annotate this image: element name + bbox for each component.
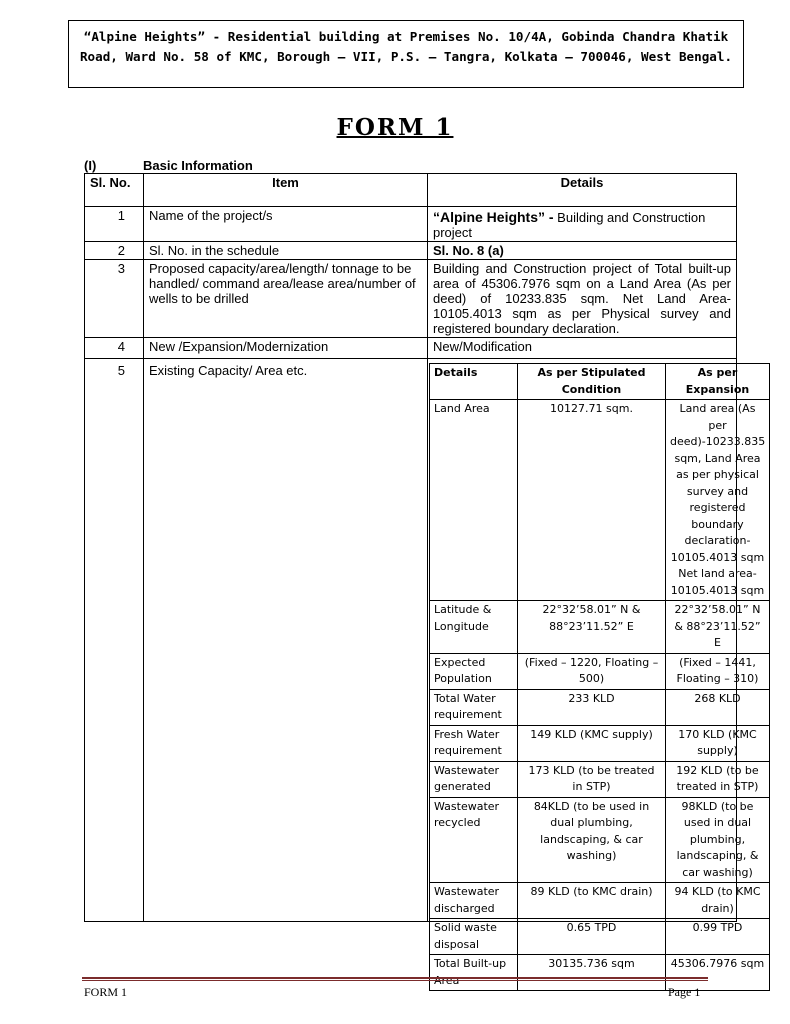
capacity-label: Wastewater recycled	[430, 797, 518, 883]
capacity-row	[430, 400, 770, 601]
row-details-capacity	[428, 359, 766, 970]
capacity-stipulated: 84KLD (to be used in dual plumbing, landscaping, & car washing)	[518, 797, 666, 883]
capacity-stipulated: 22°32’58.01” N & 88°23’11.52” E	[518, 601, 666, 654]
capacity-expansion: 170 KLD (KMC supply)	[666, 725, 770, 761]
project-name-bold: “Alpine Heights” -	[433, 209, 554, 225]
row-item: New /Expansion/Modernization	[144, 338, 428, 359]
table-header-row	[85, 174, 737, 207]
form-title: FORM 1	[336, 114, 454, 141]
footer-divider	[82, 977, 708, 979]
capacity-expansion: (Fixed – 1441, Floating – 310)	[666, 653, 770, 689]
capacity-stipulated: 0.65 TPD	[518, 919, 666, 955]
table-row	[85, 242, 737, 260]
capacity-header-stipulated: As per Stipulated Condition	[518, 364, 666, 400]
table-row	[85, 338, 737, 359]
capacity-expansion: Land area (As per deed)-10233.835 sqm, Land Area as per physical survey and registered boundary declaration-10105.4013 sqm Net land area-10105.4013 sqm	[666, 400, 770, 601]
capacity-stipulated: 233 KLD	[518, 689, 666, 725]
capacity-row	[430, 797, 770, 883]
capacity-expansion: 0.99 TPD	[666, 919, 770, 955]
capacity-header-row	[430, 364, 770, 400]
footer-page-number: Page 1	[668, 985, 701, 999]
capacity-stipulated: (Fixed – 1220, Floating – 500)	[518, 653, 666, 689]
capacity-row	[430, 689, 770, 725]
capacity-label: Land Area	[430, 400, 518, 601]
row-item: Name of the project/s	[144, 207, 428, 242]
capacity-label: Wastewater discharged	[430, 883, 518, 919]
row-item: Existing Capacity/ Area etc.	[144, 359, 428, 922]
header-sl-no: Sl. No.	[85, 174, 144, 207]
table-row	[85, 260, 737, 338]
row-sl: 2	[85, 242, 144, 260]
project-title-box	[68, 20, 744, 88]
row-sl: 1	[85, 207, 144, 242]
basic-information-table	[84, 173, 766, 970]
capacity-table	[429, 363, 770, 991]
capacity-stipulated: 89 KLD (to KMC drain)	[518, 883, 666, 919]
capacity-row	[430, 955, 770, 991]
capacity-stipulated: 30135.736 sqm	[518, 955, 666, 991]
capacity-label: Expected Population	[430, 653, 518, 689]
capacity-expansion: 268 KLD	[666, 689, 770, 725]
section-number: (I)	[84, 158, 97, 173]
capacity-label: Fresh Water requirement	[430, 725, 518, 761]
row-details: Building and Construction project of Total built-up area of 45306.7976 sqm on a Land Area (As per deed) of 10233.835 sqm. Net Land Area-10105.4013 sqm as per Physical survey and registered boundary declaration.	[428, 260, 737, 338]
header-item: Item	[144, 174, 428, 207]
footer-divider-thin	[82, 980, 708, 981]
row-item: Proposed capacity/area/length/ tonnage to be handled/ command area/lease area/number of wells to be drilled	[144, 260, 428, 338]
project-title: “Alpine Heights” - Residential building at Premises No. 10/4A, Gobinda Chandra Khatik Road, Ward No. 58 of KMC, Borough – VII, P.S. – Tangra, Kolkata – 700046, West Bengal.	[79, 29, 733, 64]
capacity-expansion: 94 KLD (to KMC drain)	[666, 883, 770, 919]
row-sl: 3	[85, 260, 144, 338]
table-row	[85, 359, 737, 922]
row-item: Sl. No. in the schedule	[144, 242, 428, 260]
capacity-label: Latitude & Longitude	[430, 601, 518, 654]
capacity-row	[430, 919, 770, 955]
capacity-label: Wastewater generated	[430, 761, 518, 797]
capacity-label: Solid waste disposal	[430, 919, 518, 955]
capacity-stipulated: 149 KLD (KMC supply)	[518, 725, 666, 761]
header-details: Details	[428, 174, 737, 207]
capacity-table-wrap	[429, 363, 766, 970]
capacity-row	[430, 761, 770, 797]
table-row	[85, 207, 737, 242]
capacity-label: Total Built-up	[430, 955, 518, 991]
capacity-expansion: 192 KLD (to be treated in STP)	[666, 761, 770, 797]
capacity-label: Total Water requirement	[430, 689, 518, 725]
row-sl: 4	[85, 338, 144, 359]
capacity-expansion: 45306.7976 sqm	[666, 955, 770, 991]
capacity-row	[430, 725, 770, 761]
capacity-row	[430, 601, 770, 654]
row-details	[428, 207, 737, 242]
row-details: Sl. No. 8 (a)	[428, 242, 737, 260]
capacity-header-details: Details	[430, 364, 518, 400]
row-details: New/Modification	[428, 338, 737, 359]
project-name-text: Building and Construction project	[433, 210, 706, 240]
capacity-stipulated: 10127.71 sqm.	[518, 400, 666, 601]
row-sl: 5	[85, 359, 144, 922]
capacity-expansion: 98KLD (to be used in dual plumbing, landscaping, & car washing)	[666, 797, 770, 883]
capacity-expansion: 22°32’58.01” N & 88°23’11.52” E	[666, 601, 770, 654]
footer-form-label: FORM 1	[84, 985, 128, 999]
capacity-row	[430, 883, 770, 919]
capacity-row	[430, 653, 770, 689]
section-title: Basic Information	[143, 158, 253, 173]
capacity-stipulated: 173 KLD (to be treated in STP)	[518, 761, 666, 797]
capacity-header-expansion: As per Expansion	[666, 364, 770, 400]
